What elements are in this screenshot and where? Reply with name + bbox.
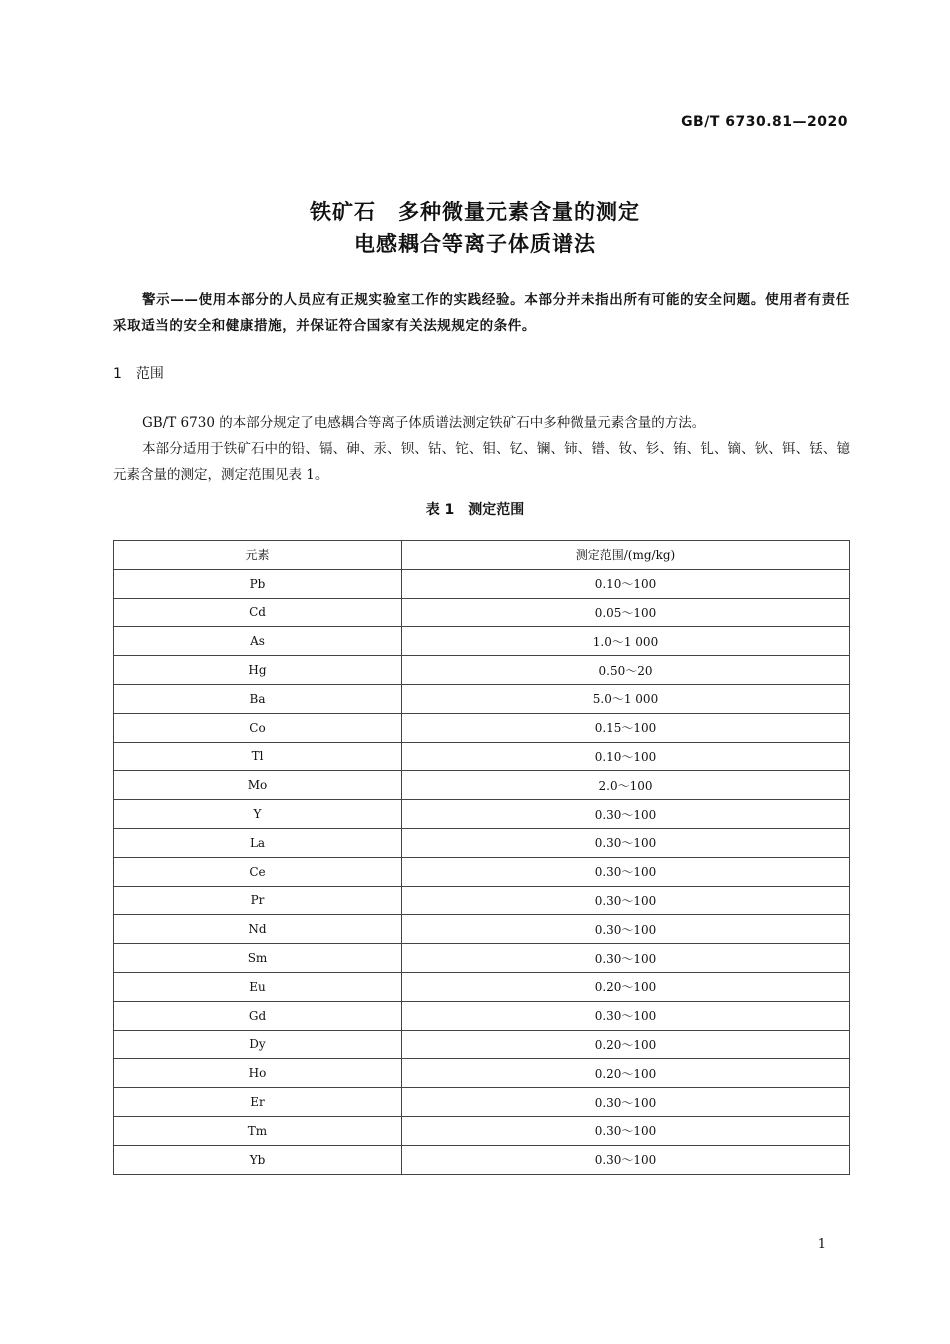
element-cell: Pb [114, 569, 402, 598]
range-cell: 0.15～100 [402, 713, 850, 742]
table-row [114, 857, 850, 886]
table-row [114, 771, 850, 800]
table-row [114, 656, 850, 685]
section-number: 1 [113, 366, 122, 382]
element-cell: Mo [114, 771, 402, 800]
range-cell: 0.20～100 [402, 1030, 850, 1059]
standard-number: GB/T 6730.81—2020 [681, 114, 848, 130]
table-row [114, 915, 850, 944]
table-row [114, 742, 850, 771]
table-row [114, 598, 850, 627]
element-cell: Dy [114, 1030, 402, 1059]
range-cell: 2.0～100 [402, 771, 850, 800]
title-line-1: 铁矿石 多种微量元素含量的测定 [310, 200, 640, 224]
range-cell: 0.10～100 [402, 742, 850, 771]
table-caption: 表 1 测定范围 [425, 502, 525, 518]
document-title [0, 196, 950, 260]
range-cell: 0.20～100 [402, 972, 850, 1001]
element-cell: Ba [114, 684, 402, 713]
scope-paragraph-1: GB/T 6730 的本部分规定了电感耦合等离子体质谱法测定铁矿石中多种微量元素含量的方法。 [142, 415, 706, 431]
table-row [114, 886, 850, 915]
range-cell: 0.50～20 [402, 656, 850, 685]
table-row [114, 944, 850, 973]
table-row [114, 800, 850, 829]
section-title: 范围 [135, 366, 164, 382]
table-row [114, 684, 850, 713]
range-cell: 0.30～100 [402, 1088, 850, 1117]
range-cell: 0.30～100 [402, 915, 850, 944]
range-cell: 0.30～100 [402, 828, 850, 857]
scope-paragraph-2: 本部分适用于铁矿石中的铅、镉、砷、汞、钡、钴、铊、钼、钇、镧、铈、镨、钕、钐、铕、钆、镝、钬、铒、铥、镱元素含量的测定，测定范围见表 1。 [113, 441, 850, 483]
header-element: 元素 [114, 541, 402, 570]
table-row [114, 1001, 850, 1030]
page-number: 1 [817, 1237, 826, 1252]
header-range: 测定范围/(mg/kg) [402, 541, 850, 570]
range-cell: 5.0～1 000 [402, 684, 850, 713]
warning-paragraph: 警示——使用本部分的人员应有正规实验室工作的实践经验。本部分并未指出所有可能的安全问题。使用者有责任采取适当的安全和健康措施，并保证符合国家有关法规规定的条件。 [113, 292, 850, 334]
range-cell: 1.0～1 000 [402, 627, 850, 656]
element-cell: Hg [114, 656, 402, 685]
range-cell: 0.10～100 [402, 569, 850, 598]
element-cell: As [114, 627, 402, 656]
table-row [114, 569, 850, 598]
range-cell: 0.30～100 [402, 944, 850, 973]
element-cell: Cd [114, 598, 402, 627]
table-row [114, 627, 850, 656]
element-cell: Pr [114, 886, 402, 915]
element-cell: Tm [114, 1116, 402, 1145]
range-cell: 0.30～100 [402, 1145, 850, 1174]
range-cell: 0.30～100 [402, 1116, 850, 1145]
table-row [114, 1116, 850, 1145]
range-cell: 0.30～100 [402, 1001, 850, 1030]
range-cell: 0.30～100 [402, 857, 850, 886]
section-heading [113, 362, 164, 386]
range-table [113, 540, 850, 1175]
element-cell: Ce [114, 857, 402, 886]
table-row [114, 1030, 850, 1059]
element-cell: Sm [114, 944, 402, 973]
range-cell: 0.20～100 [402, 1059, 850, 1088]
element-cell: Eu [114, 972, 402, 1001]
table-row [114, 1088, 850, 1117]
element-cell: Gd [114, 1001, 402, 1030]
element-cell: Yb [114, 1145, 402, 1174]
element-cell: La [114, 828, 402, 857]
range-cell: 0.30～100 [402, 886, 850, 915]
element-cell: Er [114, 1088, 402, 1117]
table-header-row [114, 541, 850, 570]
table-row [114, 1059, 850, 1088]
title-line-2: 电感耦合等离子体质谱法 [354, 232, 596, 256]
table-row [114, 972, 850, 1001]
table-row [114, 713, 850, 742]
element-cell: Tl [114, 742, 402, 771]
element-cell: Ho [114, 1059, 402, 1088]
element-cell: Co [114, 713, 402, 742]
range-cell: 0.30～100 [402, 800, 850, 829]
range-cell: 0.05～100 [402, 598, 850, 627]
element-cell: Y [114, 800, 402, 829]
element-cell: Nd [114, 915, 402, 944]
table-row [114, 1145, 850, 1174]
table-body [114, 569, 850, 1174]
table-row [114, 828, 850, 857]
